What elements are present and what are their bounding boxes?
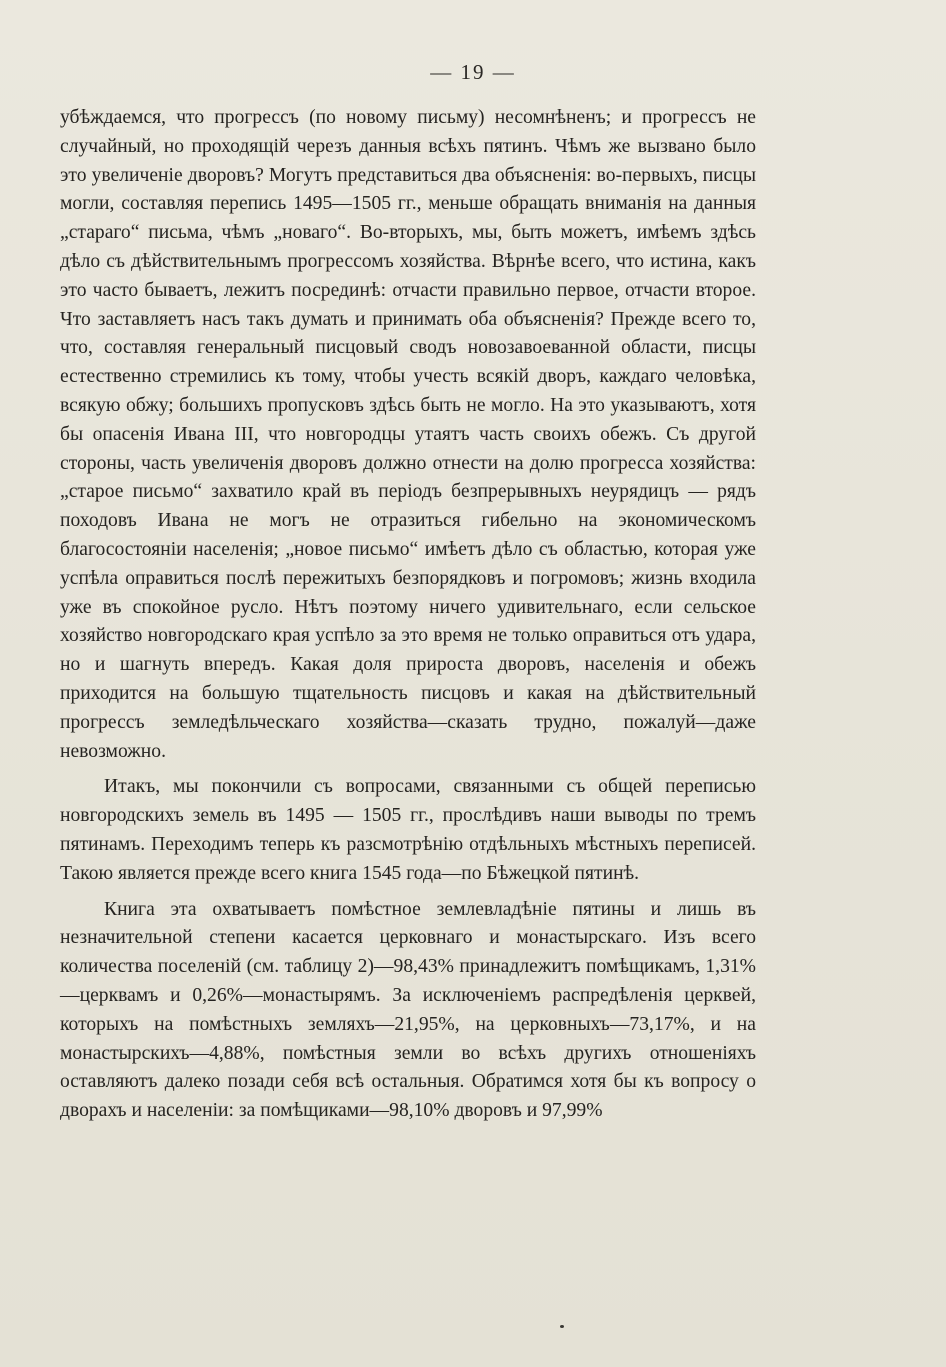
paragraph-3: Книга эта охватываетъ помѣстное землевладѣніе пятины и лишь въ незначительной степени касается церковнаго и монастырскаго. Изъ всего количества поселеній (см. таблицу 2)—98,43% принадлежитъ помѣщикамъ, 1,31%—церквамъ и 0,26%—монастырямъ. За исключеніемъ распредѣленія церквей, которыхъ на помѣстныхъ земляхъ—21,95%, на церковныхъ—73,17%, и на монастырскихъ—4,88%, помѣстныя земли во всѣхъ другихъ отношеніяхъ оставляютъ далеко позади себя всѣ остальныя. Обратимся хотя бы къ вопросу о дворахъ и населеніи: за помѣщиками—98,10% дворовъ и 97,99% — [60, 898, 756, 1122]
page-number: — 19 — — [430, 60, 516, 84]
paragraph-1: убѣждаемся, что прогрессъ (по новому письму) несомнѣненъ; и прогрессъ не случайный, но проходящій черезъ данныя всѣхъ пятинъ. Чѣмъ же вызвано было это увеличеніе дворовъ? Могутъ представиться два объясненія: во-первыхъ, писцы могли, составляя перепись 1495—1505 гг., меньше обращать вниманія на данныя „стараго“ письма, чѣмъ „новаго“. Во-вторыхъ, мы, быть можетъ, имѣемъ здѣсь дѣло съ дѣйствительнымъ прогрессомъ хозяйства. Вѣрнѣе всего, что истина, какъ это часто бываетъ, лежитъ посрединѣ: отчасти правильно первое, отчасти второе. Что заставляетъ насъ такъ думать и принимать оба объясненія? Прежде всего то, что, составляя генеральный писцовый сводъ новозавоеванной области, писцы естественно стремились къ тому, чтобы учесть всякій дворъ, каждаго человѣка, всякую обжу; большихъ пропусковъ здѣсь быть не могло. На это указываютъ, хотя бы опасенія Ивана III, что новгородцы утаятъ часть своихъ обежъ. Съ другой стороны, часть увеличенія дворовъ должно отнести на долю прогресса хозяйства: „старое письмо“ захватило край въ періодъ безпрерывныхъ неурядицъ — рядъ походовъ Ивана не могъ не отразиться гибельно на экономическомъ благосостояніи населенія; „новое письмо“ имѣетъ дѣло съ областью, которая уже успѣла оправиться послѣ пережитыхъ безпорядковъ и погромовъ; жизнь входила уже въ спокойное русло. Нѣтъ поэтому ничего удивительнаго, если сельское хозяйство новгородскаго края успѣло за это время не только оправиться отъ удара, но и шагнуть впередъ. Какая доля прироста дворовъ, населенія и обежъ приходится на большую тщательность писцовъ и какая на дѣйствительный прогрессъ земледѣльческаго хозяйства—сказать трудно, пожалуй—даже невозможно. — [60, 107, 756, 762]
paragraph-2: Итакъ, мы покончили съ вопросами, связанными съ общей переписью новгородскихъ земель въ 1495 — 1505 гг., прослѣдивъ наши выводы по тремъ пятинамъ. Переходимъ теперь къ разсмотрѣнію отдѣльныхъ мѣстныхъ переписей. Такою является прежде всего книга 1545 года—по Бѣжецкой пятинѣ. — [60, 776, 756, 884]
body-text — [60, 104, 756, 1126]
ink-speck — [560, 1325, 564, 1328]
